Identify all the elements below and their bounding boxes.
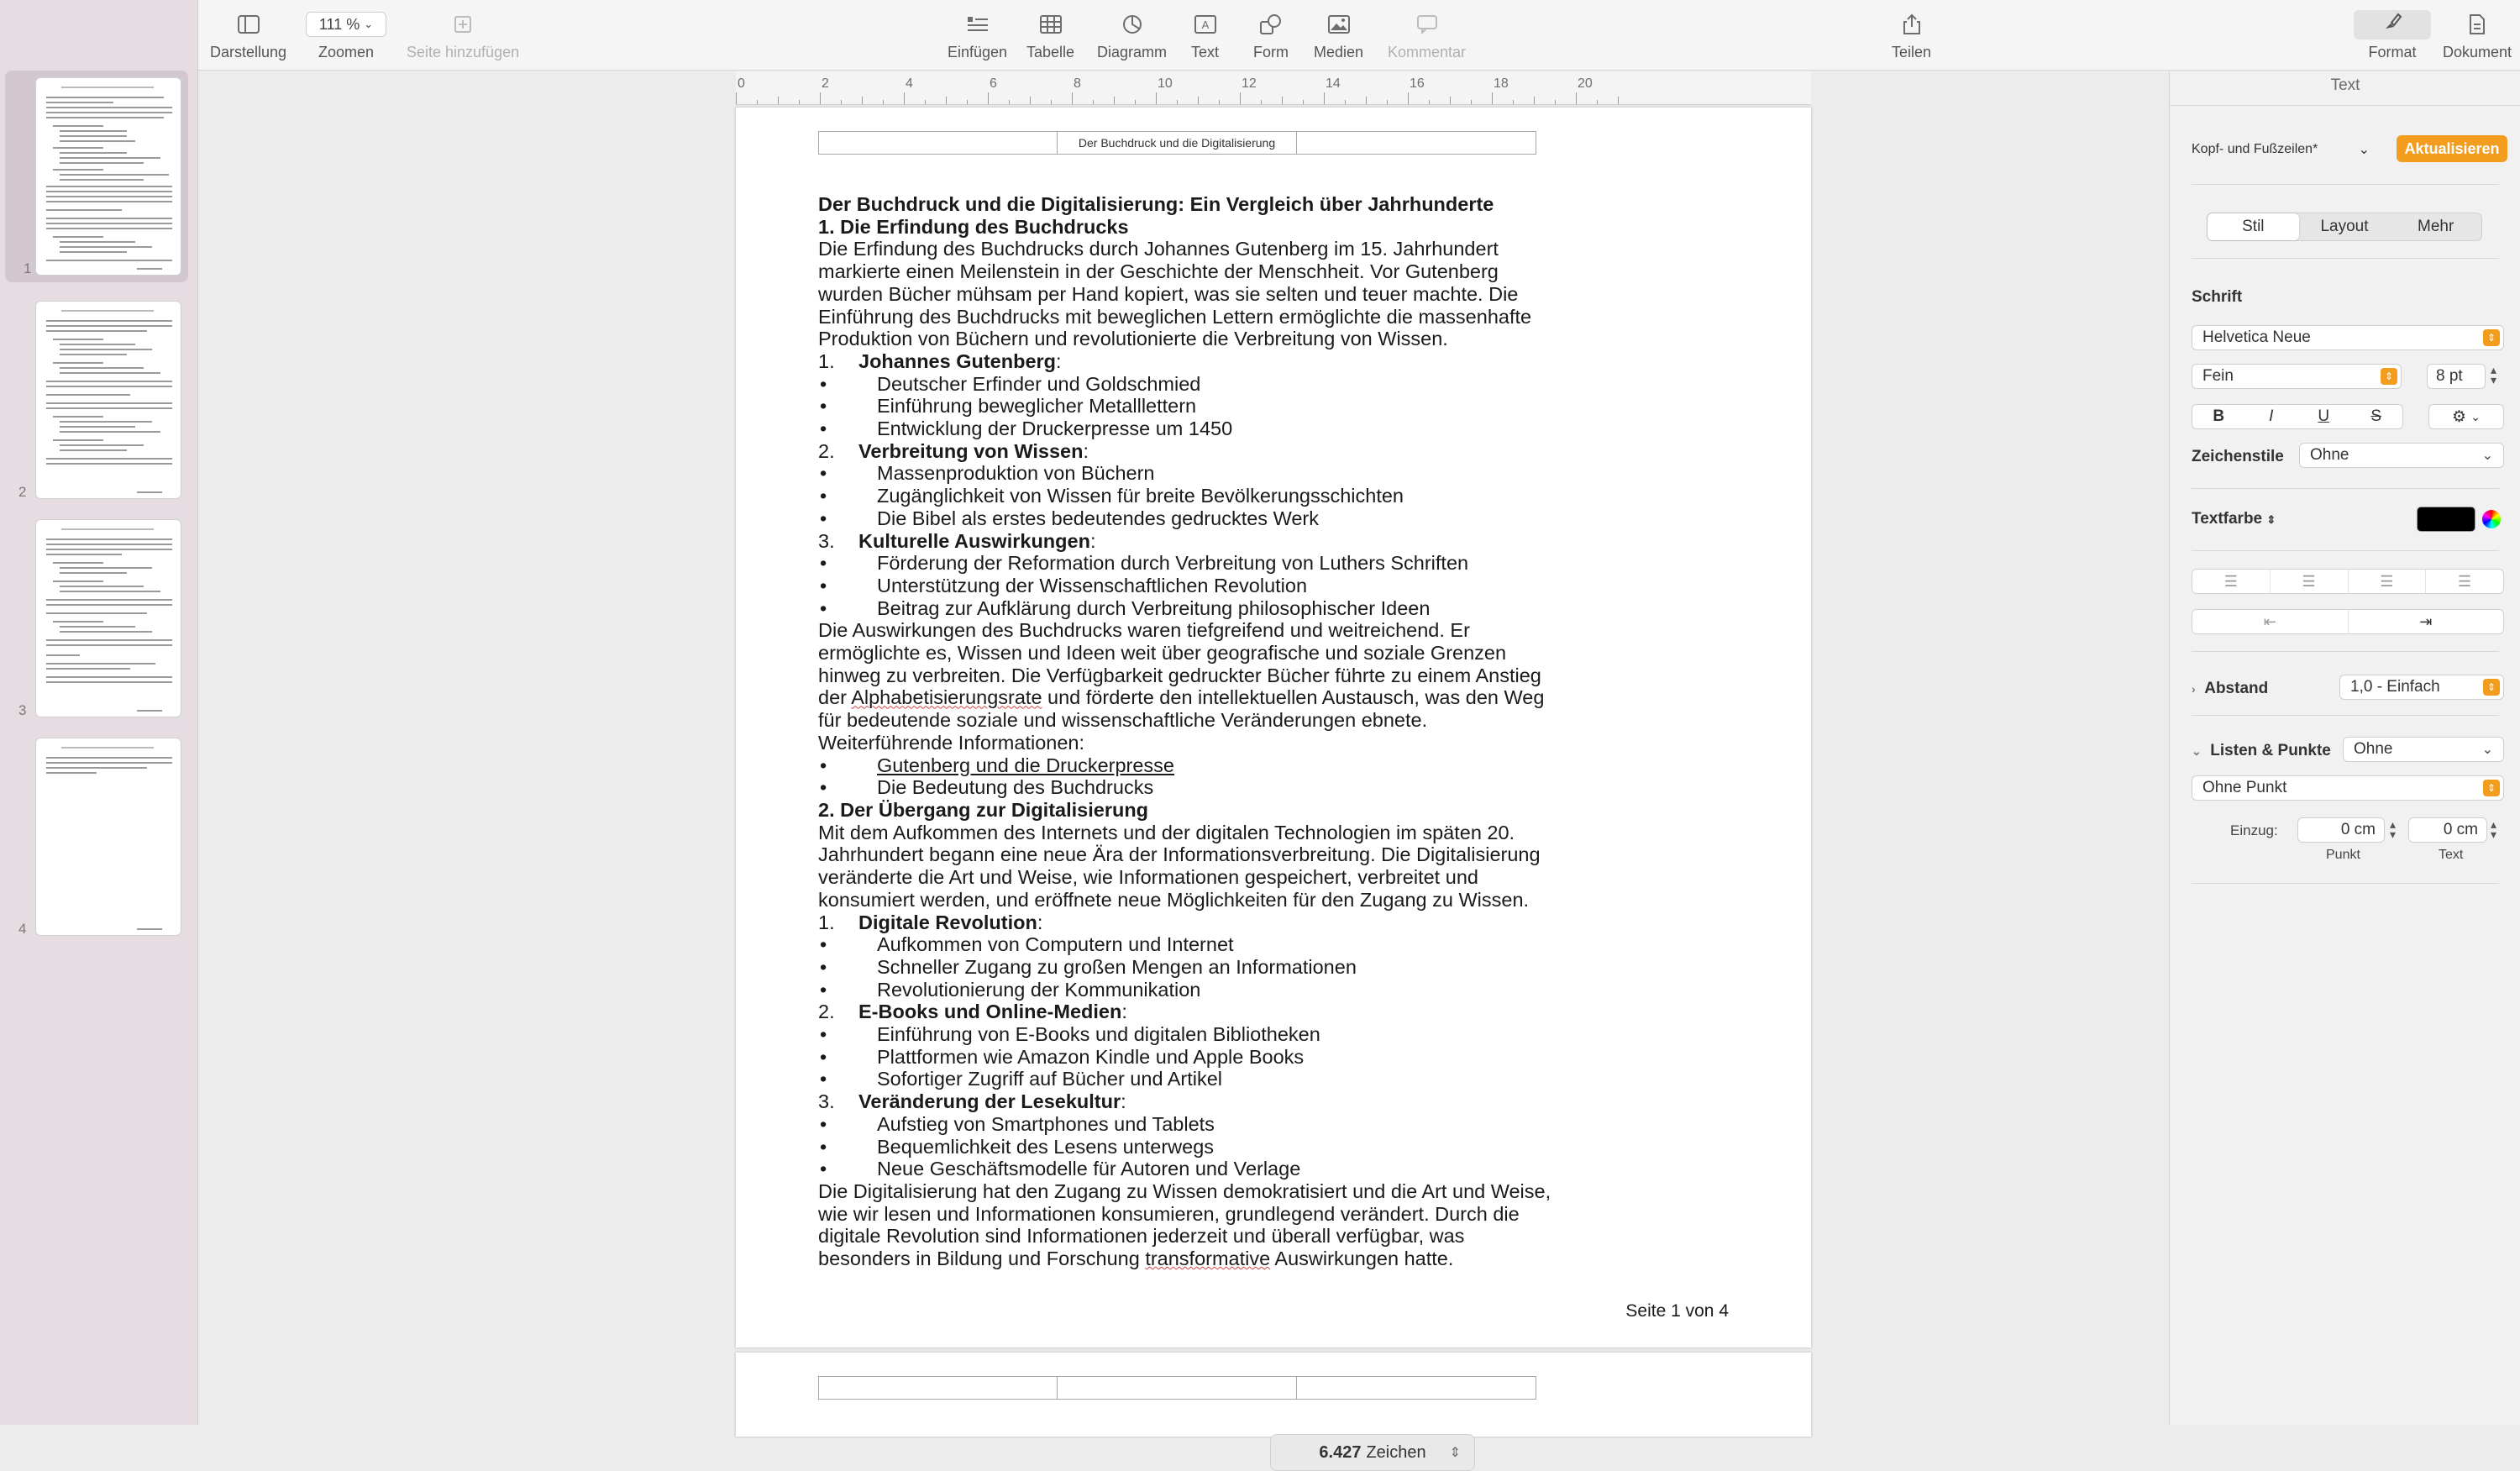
text-color-label: Textfarbe ⇕ [2192, 510, 2276, 528]
divider [2192, 883, 2499, 884]
comment-icon [1417, 10, 1437, 39]
bullet-item: • Die Bibel als erstes bedeutendes gedrucktes Werk [820, 507, 1319, 529]
header-cell-left[interactable] [818, 131, 1058, 155]
divider [2192, 550, 2499, 551]
add-page-icon [454, 10, 472, 39]
divider [2192, 488, 2499, 489]
lists-label: ⌄ Listen & Punkte [2192, 742, 2331, 759]
page-thumbnail-2[interactable]: 2 [0, 294, 198, 506]
ruler-tick [1555, 100, 1556, 104]
text-style-buttons [2192, 404, 2403, 429]
char-styles-label: Zeichenstile [2192, 448, 2284, 465]
ruler-label: 4 [906, 76, 913, 91]
bullet-item: • Bequemlichkeit des Lesens unterwegs [820, 1135, 1215, 1158]
chevron-down-icon: ⌄ [2358, 143, 2370, 157]
ruler-label: 12 [1242, 76, 1257, 91]
paragraph: Mit dem Aufkommen des Internets und der digitalen Technologien im späten 20. Jahrhundert begann eine neue Ära der Informationsverbreitung. Die Digitalisierung veränderte die Art und Weise, wie Informationen gespeichert, verbreitet und konsumiert werden, und eröffnete neue Möglichkeiten für den Zugang zu Wissen. [818, 821, 1541, 911]
ruler-tick [1576, 92, 1577, 104]
table-icon [1040, 10, 1062, 39]
align-right-button[interactable]: ☰ [2349, 570, 2427, 593]
indent-text-caption: Text [2439, 848, 2464, 862]
view-button[interactable]: Darstellung [210, 10, 286, 61]
document-button[interactable]: Dokument [2443, 10, 2512, 61]
inspector-title: Text [2330, 76, 2360, 94]
list-item: 3. Veränderung der Lesekultur: [818, 1090, 1126, 1113]
numbered-list-1 [818, 350, 1557, 619]
list-item: 1. Johannes Gutenberg: [818, 349, 1062, 372]
bullet-item: • Förderung der Reformation durch Verbreitung von Luthers Schriften [820, 552, 1469, 575]
document-icon [2469, 10, 2486, 39]
paragraph-style-select[interactable]: Kopf- und Fußzeilen* ⌄ [2192, 142, 2370, 157]
chevron-right-icon: › [2192, 682, 2196, 696]
zoom-control[interactable]: 111 % ⌄ Zoomen [306, 10, 386, 61]
misspelled-word[interactable]: Alphabetisierungsrate [851, 686, 1042, 709]
inspector-tabs [2207, 213, 2482, 241]
indent-label: Einzug: [2230, 822, 2278, 838]
spacing-label: › Abstand [2192, 680, 2269, 697]
ruler-tick [1198, 97, 1199, 104]
increase-indent-button[interactable]: ⇥ [2419, 612, 2433, 630]
paragraph: Die Auswirkungen des Buchdrucks waren tiefgreifend und weitreichend. Er ermöglichte es, Wissen und Ideen weit über geografische und soziale Grenzen hinweg zu verbreiten. Die Verfügbarkeit gedruckter Bücher führte zu einem Anstieg der Alphabetisierungsrate und förderte den intellektuellen Austausch, was den Weg für bedeutende soziale und wissenschaftliche Veränderungen ebnete. [818, 619, 1545, 732]
ruler-tick [820, 92, 821, 104]
textbox-icon [1194, 10, 1216, 39]
ruler-label: 16 [1410, 76, 1425, 91]
page-thumbnail-3[interactable]: 3 [0, 512, 198, 724]
tab-style[interactable]: Stil [2208, 213, 2299, 240]
strikethrough-button[interactable]: S [2370, 407, 2382, 425]
insert-button[interactable]: Einfügen [948, 10, 1007, 61]
bullet-item: • Unterstützung der Wissenschaftlichen Revolution [820, 574, 1308, 596]
ruler-tick [1051, 100, 1052, 104]
comment-button[interactable]: Kommentar [1388, 10, 1466, 61]
tab-more[interactable]: Mehr [2418, 218, 2454, 235]
align-left-button[interactable]: ☰ [2192, 570, 2271, 593]
ruler-tick [1135, 100, 1136, 104]
insert-icon [967, 10, 989, 39]
bullet-item: • Gutenberg und die Druckerpresse [820, 754, 1175, 776]
sidebar-icon [238, 10, 260, 39]
bullet-item: • Einführung von E-Books und digitalen Bibliotheken [820, 1023, 1320, 1046]
header-row[interactable] [818, 1376, 1536, 1400]
bullet-item: • Massenproduktion von Büchern [820, 462, 1155, 485]
font-size-field[interactable]: 8 pt [2427, 364, 2486, 389]
page-1[interactable] [736, 108, 1811, 1348]
ruler-tick [1408, 92, 1409, 104]
ruler-tick [736, 92, 737, 104]
ruler-tick [1345, 100, 1346, 104]
paragraph: Die Digitalisierung hat den Zugang zu Wissen demokratisiert und die Art und Weise, wie wir lesen und Informationen konsumieren, grundlegend verändert. Durch die digitale Revolution sind Informationen jederzeit und überall verfügbar, was besonders in Bildung und Forschung transformative Auswirkungen hatte. [818, 1179, 1551, 1270]
ruler-label: 8 [1074, 76, 1081, 91]
indent-text-field[interactable]: 0 cm [2408, 817, 2487, 843]
ruler-tick [1429, 100, 1430, 104]
page-thumbnail-4[interactable]: 4 [0, 731, 198, 943]
toolbar [198, 0, 2520, 71]
bullet-item: • Aufkommen von Computern und Internet [820, 933, 1234, 956]
add-page-button[interactable]: Seite hinzufügen [407, 10, 519, 61]
page-thumbnails-sidebar [0, 0, 198, 1425]
ruler-tick [1513, 100, 1514, 104]
header-cell-right[interactable] [1297, 1376, 1536, 1400]
ruler-tick [1156, 92, 1157, 104]
word-count-control[interactable] [1270, 1434, 1475, 1471]
up-down-arrows-icon: ⇕ [2483, 329, 2500, 346]
ruler-tick [967, 100, 968, 104]
divider [2192, 258, 2499, 259]
ruler-tick [1072, 92, 1073, 104]
up-down-arrows-icon: ⇕ [2483, 679, 2500, 696]
text-button[interactable]: A Text [1191, 10, 1219, 61]
bullet-type-select[interactable]: Ohne Punkt ⇕ [2192, 775, 2504, 801]
ruler-label: 2 [822, 76, 829, 91]
bullet-item: • Schneller Zugang zu großen Mengen an Informationen [820, 955, 1357, 978]
ruler-tick [1492, 92, 1493, 104]
bullet-item: • Aufstieg von Smartphones und Tablets [820, 1112, 1215, 1135]
bullet-item: • Beitrag zur Aufklärung durch Verbreitung philosophischer Ideen [820, 596, 1431, 619]
ruler-tick [1450, 97, 1451, 104]
italic-button[interactable]: I [2269, 407, 2274, 425]
up-down-arrows-icon: ⇕ [2381, 368, 2397, 385]
align-center-button[interactable]: ☰ [2271, 570, 2349, 593]
indent-controls [2192, 609, 2504, 634]
ruler-tick [1240, 92, 1241, 104]
header-text: Der Buchdruck und die Digitalisierung [1078, 136, 1276, 150]
ruler-tick [1534, 97, 1535, 104]
ruler-tick [1009, 100, 1010, 104]
page-thumbnail-image [35, 301, 181, 499]
divider [2192, 715, 2499, 716]
indent-point-field[interactable]: 0 cm [2297, 817, 2385, 843]
chevron-down-icon: ⌄ [2192, 744, 2202, 758]
ruler-tick [925, 100, 926, 104]
char-count: 6.427 [1319, 1442, 1362, 1462]
divider [2192, 651, 2499, 652]
ruler-tick [757, 100, 758, 104]
list-item: 1. Digitale Revolution: [818, 911, 1043, 933]
decrease-indent-button[interactable]: ⇤ [2192, 610, 2349, 633]
update-style-button[interactable]: Aktualisieren [2397, 135, 2507, 162]
list-item: 3. Kulturelle Auswirkungen: [818, 529, 1096, 552]
ruler-tick [1597, 100, 1598, 104]
chart-icon [1122, 10, 1142, 39]
chevron-down-icon: ⌄ [364, 18, 374, 30]
hyperlink[interactable]: Gutenberg und die Druckerpresse [877, 754, 1175, 776]
ruler-tick [883, 100, 884, 104]
zoom-select[interactable]: 111 % ⌄ [306, 12, 386, 37]
ruler-tick [1282, 97, 1283, 104]
ruler-tick [1387, 100, 1388, 104]
bullet-item: • Entwicklung der Druckerpresse um 1450 [820, 418, 1233, 440]
section-heading-2: 2. Der Übergang zur Digitalisierung [818, 798, 1149, 821]
header-row[interactable] [818, 131, 1536, 155]
page-thumbnail-image [35, 77, 181, 276]
page-thumbnail-image [35, 519, 181, 717]
document-title: Der Buchdruck und die Digitalisierung: Ein Vergleich über Jahrhunderte [818, 193, 1494, 215]
alignment-controls [2192, 569, 2504, 594]
font-weight-select[interactable]: Fein ⇕ [2192, 364, 2402, 389]
page-thumbnail-image [35, 738, 181, 936]
ruler-label: 14 [1326, 76, 1341, 91]
document-body[interactable] [818, 193, 1557, 1270]
section-heading-1: 1. Die Erfindung des Buchdrucks [818, 215, 1129, 238]
indent-point-caption: Punkt [2326, 848, 2360, 862]
font-section-label: Schrift [2192, 288, 2243, 306]
shape-button[interactable]: Form [1253, 10, 1289, 61]
ruler-tick [1114, 97, 1115, 104]
ruler-label: 18 [1494, 76, 1509, 91]
ruler-tick [778, 97, 779, 104]
ruler-tick [946, 97, 947, 104]
svg-text:A: A [1201, 18, 1209, 31]
ruler-tick [1093, 100, 1094, 104]
paintbrush-icon [2354, 10, 2431, 39]
list-style-select[interactable]: Ohne ⌄ [2343, 737, 2504, 762]
ruler-label: 6 [990, 76, 997, 91]
up-down-arrows-icon: ⇕ [2483, 780, 2500, 796]
gear-icon: ⚙ [2451, 407, 2467, 426]
underline-button[interactable]: U [2318, 407, 2330, 425]
list-item: 2. E-Books und Online-Medien: [818, 1001, 1127, 1023]
bullet-item: • Die Bedeutung des Buchdrucks [820, 776, 1154, 799]
align-justify-button[interactable]: ☰ [2458, 572, 2472, 590]
up-down-chevron-icon: ⇕ [2266, 513, 2276, 526]
header-cell-left[interactable] [818, 1376, 1058, 1400]
up-down-chevron-icon: ⇕ [1449, 1446, 1461, 1460]
font-size-stepper[interactable]: ▴ ▾ [2491, 363, 2497, 386]
bullet-item: • Revolutionierung der Kommunikation [820, 978, 1201, 1001]
table-button[interactable]: Tabelle [1026, 10, 1074, 61]
page-2[interactable] [736, 1353, 1811, 1437]
bullet-item: • Zugänglichkeit von Wissen für breite Bevölkerungsschichten [820, 485, 1404, 507]
indent-point-stepper[interactable]: ▴ ▾ [2390, 817, 2397, 841]
text-color-swatch[interactable] [2417, 507, 2475, 532]
further-info-label: Weiterführende Informationen: [818, 731, 1084, 754]
share-icon [1903, 10, 1921, 39]
bullet-item: • Plattformen wie Amazon Kindle und Apple Books [820, 1045, 1305, 1068]
list-item: 2. Verbreitung von Wissen: [818, 439, 1089, 462]
indent-text-stepper[interactable]: ▴ ▾ [2491, 817, 2497, 841]
ruler-tick [1471, 100, 1472, 104]
color-wheel-icon[interactable] [2482, 510, 2501, 528]
font-family-select[interactable]: Helvetica Neue ⇕ [2192, 325, 2504, 350]
ruler-tick [1261, 100, 1262, 104]
ruler-tick [1177, 100, 1178, 104]
chevron-down-icon: ⌄ [2470, 409, 2481, 423]
ruler-tick [1219, 100, 1220, 104]
media-button[interactable]: Medien [1314, 10, 1363, 61]
header-cell-right[interactable] [1297, 131, 1536, 155]
ruler-label: 0 [738, 76, 745, 91]
share-button[interactable]: Teilen [1892, 10, 1931, 61]
ruler-tick [862, 97, 863, 104]
ruler-tick [841, 100, 842, 104]
header-cell-center[interactable] [1058, 131, 1297, 155]
divider [2192, 184, 2499, 185]
bullet-item: • Neue Geschäftsmodelle für Autoren und Verlage [820, 1158, 1301, 1180]
chevron-down-icon: ⌄ [2481, 743, 2493, 757]
misspelled-word[interactable]: transformative [1145, 1248, 1271, 1270]
ruler-tick [1618, 97, 1619, 104]
header-cell-center[interactable] [1058, 1376, 1297, 1400]
horizontal-ruler[interactable] [736, 71, 1811, 105]
bullet-item: • Einführung beweglicher Metalllettern [820, 395, 1197, 418]
char-styles-select[interactable]: Ohne ⌄ [2299, 443, 2504, 468]
document-canvas[interactable] [198, 71, 2169, 1462]
chevron-down-icon: ⌄ [2481, 449, 2493, 463]
numbered-list-2 [818, 911, 1557, 1180]
format-button[interactable]: Format [2354, 10, 2431, 61]
ruler-label: 10 [1158, 76, 1173, 91]
chart-button[interactable]: Diagramm [1097, 10, 1167, 61]
spacing-select[interactable]: 1,0 - Einfach ⇕ [2339, 675, 2504, 700]
format-inspector [2169, 71, 2520, 1425]
divider [2170, 105, 2520, 106]
bullet-item: • Sofortiger Zugriff auf Bücher und Artikel [820, 1068, 1223, 1090]
ruler-tick [1324, 92, 1325, 104]
ruler-tick [988, 92, 989, 104]
shape-icon [1260, 10, 1282, 39]
ruler-tick [1030, 97, 1031, 104]
char-count-label: Zeichen [1366, 1442, 1426, 1462]
ruler-tick [1366, 97, 1367, 104]
text-options-button[interactable] [2428, 404, 2504, 429]
tab-layout[interactable]: Layout [2320, 218, 2369, 235]
page-footer: Seite 1 von 4 [1625, 1301, 1729, 1321]
page-thumbnail-1[interactable]: 1 [5, 71, 188, 282]
bold-button[interactable]: B [2213, 407, 2225, 425]
ruler-tick [1303, 100, 1304, 104]
paragraph: Die Erfindung des Buchdrucks durch Johannes Gutenberg im 15. Jahrhundert markierte einen Meilenstein in der Geschichte der Menschheit. Vor Gutenberg wurden Bücher mühsam per Hand kopiert, was sie selten und teuer machte. Die Einführung des Buchdrucks mit beweglichen Lettern ermöglichte die massenhafte Produktion von Büchern und revolutionierte die Verbreitung von Wissen. [818, 238, 1532, 350]
bullet-item: • Deutscher Erfinder und Goldschmied [820, 372, 1201, 395]
ruler-tick [799, 100, 800, 104]
media-icon [1328, 10, 1350, 39]
ruler-label: 20 [1578, 76, 1593, 91]
ruler-tick [904, 92, 905, 104]
